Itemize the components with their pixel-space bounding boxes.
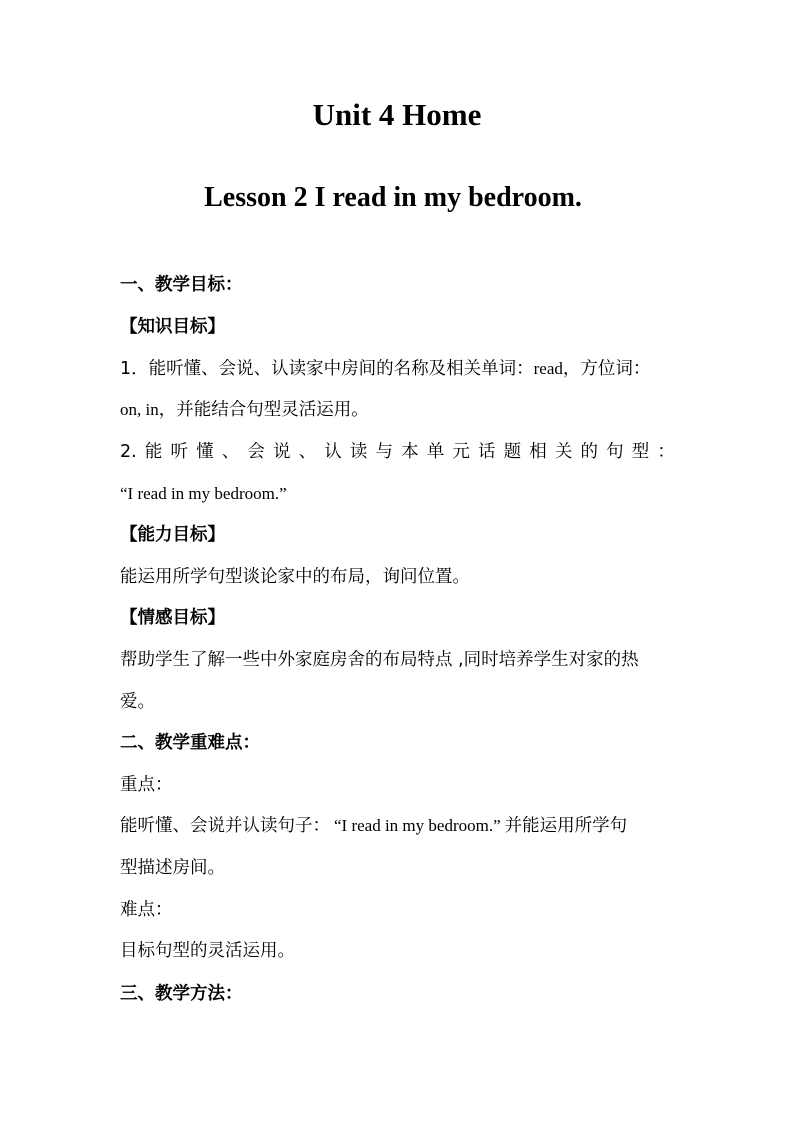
unit-title: Unit 4 Home	[312, 97, 482, 132]
knowledge-item-2-char: 、	[221, 442, 240, 462]
knowledge-item-2-char: 读	[349, 442, 368, 462]
knowledge-item-2-char: 句	[606, 442, 624, 462]
emotion-objectives-text-continued: 爱。	[120, 692, 155, 712]
knowledge-item-2-char: 会	[247, 442, 265, 462]
knowledge-item-2-char: 2.	[120, 442, 137, 462]
knowledge-item-2-char: 关	[554, 442, 573, 462]
knowledge-item-2-char: 题	[503, 442, 522, 462]
knowledge-item-2	[120, 439, 675, 465]
knowledge-item-2-char: 单	[426, 442, 445, 462]
lesson-title: Lesson 2 I read in my bedroom.	[204, 182, 582, 213]
knowledge-item-2-char: 听	[170, 442, 188, 462]
knowledge-item-1-mid: ，方位词：	[562, 359, 651, 379]
key-point-label: 重点：	[120, 775, 173, 795]
knowledge-item-2-char: 相	[529, 442, 547, 462]
knowledge-item-2-char: 懂	[196, 442, 214, 462]
knowledge-item-1	[120, 356, 650, 382]
knowledge-item-2-char: ：	[657, 442, 675, 462]
key-point-tail: 并能运用所学句	[504, 816, 628, 836]
knowledge-item-1-tail: ，并能结合句型灵活运用。	[158, 400, 369, 420]
knowledge-item-2-char: 认	[324, 442, 342, 462]
key-point-sentence: “I read in my bedroom.”	[334, 816, 501, 835]
section-heading-methods: 三、教学方法：	[120, 984, 243, 1004]
key-point-text-continued: 型描述房间。	[120, 858, 225, 878]
emotion-objectives-heading: 【情感目标】	[120, 608, 225, 628]
knowledge-item-2-sentence: “I read in my bedroom.”	[120, 484, 287, 503]
knowledge-item-2-char: 话	[477, 442, 496, 462]
knowledge-item-2-char: 说	[272, 442, 291, 462]
knowledge-objectives-heading: 【知识目标】	[120, 317, 225, 337]
knowledge-item-1-word: read	[533, 359, 563, 378]
knowledge-item-1-words: on, in	[120, 400, 159, 419]
ability-objectives-heading: 【能力目标】	[120, 525, 225, 545]
key-point-prefix: 能听懂、会说并认读句子：	[120, 816, 330, 836]
knowledge-item-2-char: 本	[401, 442, 419, 462]
key-point-text	[120, 813, 627, 839]
section-heading-key-points: 二、教学重难点：	[120, 733, 260, 753]
ability-objectives-text: 能运用所学句型谈论家中的布局，询问位置。	[120, 567, 470, 587]
knowledge-item-2-char: 能	[144, 442, 163, 462]
emotion-objectives-text: 帮助学生了解一些中外家庭房舍的布局特点 ,同时培养学生对家的热	[120, 650, 639, 670]
knowledge-item-1-text: 1．能听懂、会说、认读家中房间的名称及相关单词：	[120, 359, 534, 379]
section-heading-objectives: 一、教学目标：	[120, 275, 243, 295]
knowledge-item-2-char: 的	[580, 442, 598, 462]
knowledge-item-2-char: 与	[375, 442, 393, 462]
knowledge-item-2-char: 元	[452, 442, 470, 462]
difficult-point-label: 难点：	[120, 900, 173, 920]
knowledge-item-2-char: 型	[631, 442, 650, 462]
knowledge-item-1-continued	[120, 397, 369, 423]
difficult-point-text: 目标句型的灵活运用。	[120, 941, 295, 961]
knowledge-item-2-char: 、	[298, 442, 317, 462]
